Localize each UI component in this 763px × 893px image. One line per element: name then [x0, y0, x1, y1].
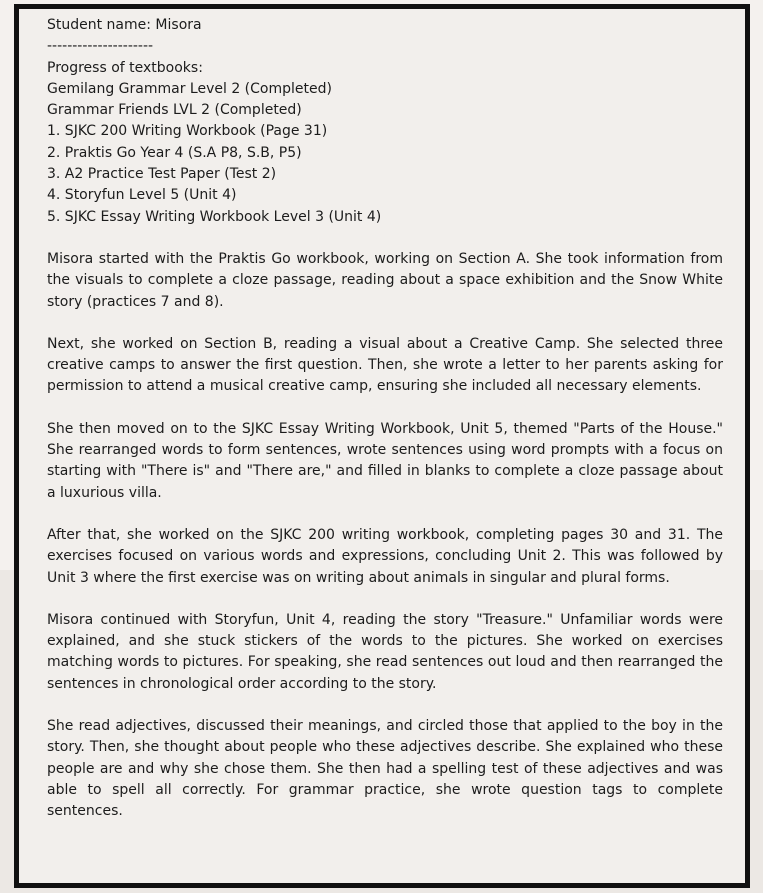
document-frame — [14, 4, 750, 888]
document-body — [47, 15, 723, 823]
progress-item: 4. Storyfun Level 5 (Unit 4) — [47, 187, 237, 204]
progress-list — [47, 121, 723, 227]
completed-book: Grammar Friends LVL 2 (Completed) — [47, 102, 302, 119]
progress-item: 1. SJKC 200 Writing Workbook (Page 31) — [47, 123, 328, 140]
paragraph: Misora continued with Storyfun, Unit 4, reading the story "Treasure." Unfamiliar words were explained, and she stuck stickers of the words to the pictures. She worked on exercises matching words to pictures. For speaking, she read sentences out loud and then rearranged the sentences in chronological order according to the story. — [47, 611, 723, 692]
progress-item: 3. A2 Practice Test Paper (Test 2) — [47, 166, 277, 183]
paragraph: Next, she worked on Section B, reading a visual about a Creative Camp. She selected three creative camps to answer the first question. Then, she wrote a letter to her parents asking for permission to attend a musical creative camp, ensuring she included all necessary elements. — [47, 335, 723, 395]
student-name: Student name: Misora — [47, 17, 202, 33]
progress-heading: Progress of textbooks: — [47, 59, 203, 76]
paragraph: She read adjectives, discussed their meanings, and circled those that applied to the boy in the story. Then, she thought about people who these adjectives describe. She explained who these people are and why she chose them. She then had a spelling test of these adjectives and was able to spell all correctly. For grammar practice, she wrote question tags to complete sentences. — [47, 718, 723, 820]
paragraph: She then moved on to the SJKC Essay Writing Workbook, Unit 5, themed "Parts of the House." She rearranged words to form sentences, wrote sentences using word prompts with a focus on starting with "There is" and "There are," and filled in blanks to complete a cloze passage about a luxurious villa. — [47, 420, 723, 501]
completed-book: Gemilang Grammar Level 2 (Completed) — [47, 80, 332, 97]
paragraph: After that, she worked on the SJKC 200 writing workbook, completing pages 30 and 31. The exercises focused on various words and expressions, concluding Unit 2. This was followed by Unit 3 where the first exercise was on writing about animals in singular and plural forms. — [47, 526, 723, 586]
divider-line: --------------------- — [47, 38, 154, 55]
paragraph: Misora started with the Praktis Go workbook, working on Section A. She took information from the visuals to complete a cloze passage, reading about a space exhibition and the Snow White story (practices 7 and 8). — [47, 250, 723, 310]
progress-item: 2. Praktis Go Year 4 (S.A P8, S.B, P5) — [47, 144, 302, 161]
progress-item: 5. SJKC Essay Writing Workbook Level 3 (Unit 4) — [47, 208, 382, 225]
